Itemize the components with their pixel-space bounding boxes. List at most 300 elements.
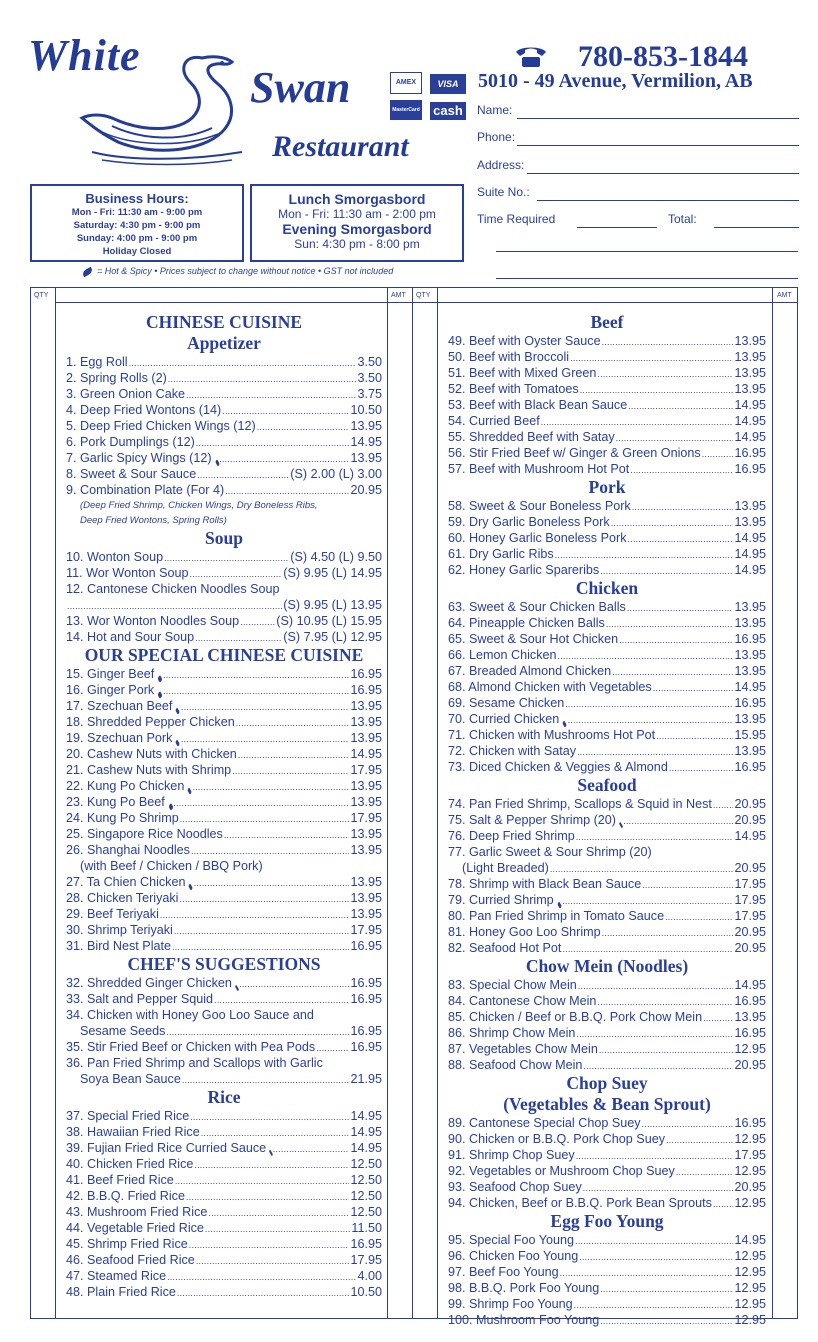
brand-white: White xyxy=(28,31,141,80)
amt-header: AMT xyxy=(391,292,406,299)
menu-item-name: 81. Honey Goo Loo Shrimp xyxy=(448,925,601,939)
menu-item-name: 7. Garlic Spicy Wings (12) xyxy=(66,451,212,465)
suite-field[interactable] xyxy=(477,185,799,203)
menu-item-price: 20.95 xyxy=(350,483,382,497)
menu-item xyxy=(448,1312,766,1328)
menu-item-price: 20.95 xyxy=(734,1058,766,1072)
menu-item xyxy=(448,1041,766,1057)
dot-leader xyxy=(194,1156,349,1172)
menu-item xyxy=(66,698,382,714)
menu-item-name: 13. Wor Wonton Noodles Soup xyxy=(66,614,240,628)
menu-item xyxy=(66,466,382,482)
menu-item-name: 79. Curried Shrimp xyxy=(448,893,554,907)
dot-leader xyxy=(568,711,734,727)
dot-leader xyxy=(190,565,283,581)
menu-item xyxy=(66,906,382,922)
menu-item-name: 93. Seafood Chop Suey xyxy=(448,1180,582,1194)
section-heading: Chop Suey xyxy=(566,1073,648,1093)
menu-item-name: 37. Special Fried Rice xyxy=(66,1109,190,1123)
menu-item-name: 44. Vegetable Fried Rice xyxy=(66,1221,204,1235)
menu-item xyxy=(448,1179,766,1195)
menu-item-name: 35. Stir Fried Beef or Chicken with Pea Pods xyxy=(66,1040,316,1054)
menu-item xyxy=(448,1057,766,1073)
menu-item-name: 15. Ginger Beef xyxy=(66,667,155,681)
form-divider xyxy=(496,251,798,252)
dot-leader xyxy=(575,1232,733,1248)
menu-item xyxy=(448,1163,766,1179)
menu-item xyxy=(66,1172,382,1188)
dot-leader xyxy=(577,743,733,759)
menu-item-name: 41. Beef Fried Rice xyxy=(66,1173,174,1187)
menu-item-name: 21. Cashew Nuts with Shrimp xyxy=(66,763,232,777)
suite-label: Suite No.: xyxy=(477,185,530,199)
menu-item-price: 13.95 xyxy=(350,827,382,841)
dot-leader xyxy=(616,429,734,445)
menu-item-price: 14.95 xyxy=(734,978,766,992)
hours-line: Holiday Closed xyxy=(102,246,172,257)
dot-leader xyxy=(222,402,349,418)
dot-leader xyxy=(713,1195,734,1211)
menu-item-price: 11.50 xyxy=(351,1221,382,1235)
menu-item xyxy=(448,1195,766,1211)
menu-item xyxy=(66,1188,382,1204)
dot-leader xyxy=(541,413,734,429)
dot-leader xyxy=(628,530,734,546)
swan-logo-icon xyxy=(72,48,252,168)
menu-item-name: 100. Mushroom Foo Young xyxy=(448,1313,600,1327)
dot-leader xyxy=(656,727,733,743)
dot-leader xyxy=(666,1131,733,1147)
menu-item-price: 17.95 xyxy=(734,893,766,907)
menu-item-name: 63. Sweet & Sour Chicken Balls xyxy=(448,600,626,614)
dot-leader xyxy=(627,599,734,615)
menu-item-name: 46. Seafood Fried Rice xyxy=(66,1253,195,1267)
menu-item-price: 16.95 xyxy=(350,976,382,990)
dot-leader xyxy=(619,631,733,647)
dot-leader xyxy=(257,418,350,434)
menu-item xyxy=(448,743,766,759)
menu-item-name: 4. Deep Fried Wontons (14) xyxy=(66,403,222,417)
dot-leader xyxy=(172,938,349,954)
section-heading: Pork xyxy=(588,477,626,497)
menu-item-price: 16.95 xyxy=(734,632,766,646)
menu-item-price: 14.95 xyxy=(350,435,382,449)
menu-item xyxy=(66,450,382,466)
dot-leader xyxy=(583,1057,733,1073)
dot-leader xyxy=(160,906,350,922)
dot-leader xyxy=(179,890,349,906)
menu-item-price: 13.95 xyxy=(734,1010,766,1024)
dot-leader xyxy=(236,714,350,730)
section-heading: Beef xyxy=(590,312,624,332)
menu-item-name: 58. Sweet & Sour Boneless Pork xyxy=(448,499,631,513)
dot-leader xyxy=(201,1124,350,1140)
menu-item-price: 14.95 xyxy=(734,1233,766,1247)
menu-item-name: 50. Beef with Broccoli xyxy=(448,350,570,364)
phone-icon xyxy=(514,44,548,68)
menu-item-name: 26. Shanghai Noodles xyxy=(66,843,190,857)
menu-item xyxy=(66,402,382,418)
menu-item-name: 62. Honey Garlic Spareribs xyxy=(448,563,600,577)
menu-item-name: 98. B.B.Q. Pork Foo Young xyxy=(448,1281,600,1295)
menu-item-name: 70. Curried Chicken xyxy=(448,712,560,726)
dot-leader xyxy=(225,482,349,498)
address-label: Address: xyxy=(477,158,525,172)
menu-item-name: Sesame Seeds xyxy=(80,1024,166,1038)
dot-leader xyxy=(129,354,357,370)
menu-item xyxy=(448,530,766,546)
menu-item-text: 77. Garlic Sweet & Sour Shrimp (20) xyxy=(448,845,652,859)
menu-item-name: 49. Beef with Oyster Sauce xyxy=(448,334,601,348)
menu-item-price: 20.95 xyxy=(734,941,766,955)
menu-item-name: 23. Kung Po Beef xyxy=(66,795,165,809)
menu-item xyxy=(66,842,382,858)
menu-item-name: 16. Ginger Pork xyxy=(66,683,155,697)
menu-item-name: 72. Chicken with Satay xyxy=(448,744,577,758)
menu-item-price: 13.95 xyxy=(734,744,766,758)
menu-item xyxy=(448,498,766,514)
name-field[interactable] xyxy=(477,103,799,121)
menu-item-price: 4.00 xyxy=(357,1269,382,1283)
mastercard-icon: MasterCard xyxy=(390,100,422,120)
dot-leader xyxy=(676,1163,734,1179)
dot-leader xyxy=(67,597,282,613)
menu-item xyxy=(66,482,382,498)
hot-spicy-icon xyxy=(81,266,94,277)
menu-item xyxy=(66,565,382,581)
menu-item xyxy=(66,1108,382,1124)
dot-leader xyxy=(623,812,733,828)
menu-item-name: 76. Deep Fried Shrimp xyxy=(448,829,575,843)
menu-item-name: 31. Bird Nest Plate xyxy=(66,939,171,953)
menu-item-name: 11. Wor Wonton Soup xyxy=(66,566,189,580)
menu-item-price: 16.95 xyxy=(350,992,382,1006)
menu-item-name: 38. Hawaiian Fried Rice xyxy=(66,1125,200,1139)
dot-leader xyxy=(240,613,275,629)
menu-item-name: 91. Shrimp Chop Suey xyxy=(448,1148,575,1162)
menu-item-name: 92. Vegetables or Mushroom Chop Suey xyxy=(448,1164,675,1178)
menu-item-name: 84. Cantonese Chow Mein xyxy=(448,994,597,1008)
menu-item-price: 13.95 xyxy=(734,499,766,513)
menu-item xyxy=(448,812,766,828)
dot-leader xyxy=(580,381,734,397)
menu-item-name: 2. Spring Rolls (2) xyxy=(66,371,167,385)
menu-item-price: 13.95 xyxy=(350,451,382,465)
dot-leader xyxy=(190,1108,349,1124)
address-field[interactable] xyxy=(477,158,799,176)
hours-title: Business Hours: xyxy=(85,191,189,206)
dot-leader xyxy=(600,1280,733,1296)
menu-item-price: 17.95 xyxy=(350,1253,382,1267)
menu-item xyxy=(448,445,766,461)
qty-header: QTY xyxy=(416,292,431,299)
dot-leader xyxy=(316,1039,349,1055)
smorgasbord-box xyxy=(250,184,464,262)
dot-leader xyxy=(214,991,349,1007)
menu-item-name: 88. Seafood Chow Mein xyxy=(448,1058,583,1072)
menu-item xyxy=(66,890,382,906)
dot-leader xyxy=(181,698,350,714)
menu-item-name: 20. Cashew Nuts with Chicken xyxy=(66,747,237,761)
menu-item xyxy=(448,599,766,615)
dot-leader xyxy=(177,1284,350,1300)
menu-item-name: 78. Shrimp with Black Bean Sauce xyxy=(448,877,642,891)
menu-item xyxy=(66,1268,382,1284)
dot-leader xyxy=(195,629,282,645)
menu-item-price: 13.95 xyxy=(350,699,382,713)
section-heading: Chicken xyxy=(575,578,639,598)
dot-leader xyxy=(196,1252,350,1268)
evening-title: Evening Smorgasbord xyxy=(282,221,432,237)
menu-item-name: 53. Beef with Black Bean Sauce xyxy=(448,398,628,412)
menu-item-price: 17.95 xyxy=(350,763,382,777)
dot-leader xyxy=(168,370,357,386)
menu-item-text: (with Beef / Chicken / BBQ Pork) xyxy=(80,859,263,873)
menu-item-name: 68. Almond Chicken with Vegetables xyxy=(448,680,652,694)
menu-item-text: 36. Pan Fried Shrimp and Scallops with Garlic xyxy=(66,1056,323,1070)
menu-item-price: 14.95 xyxy=(734,414,766,428)
dot-leader xyxy=(194,874,350,890)
menu-item-name: 52. Beef with Tomatoes xyxy=(448,382,579,396)
evening-time: Sun: 4:30 pm - 8:00 pm xyxy=(294,237,420,251)
menu-item-price: 14.95 xyxy=(350,1141,382,1155)
hours-line: Saturday: 4:30 pm - 9:00 pm xyxy=(73,220,201,231)
phone-label: Phone: xyxy=(477,130,516,144)
left-menu-column xyxy=(66,312,382,1300)
total-field[interactable] xyxy=(668,212,799,230)
menu-item-price: 13.95 xyxy=(734,366,766,380)
lunch-title: Lunch Smorgasbord xyxy=(288,191,426,207)
menu-item-price: 13.95 xyxy=(734,350,766,364)
menu-item-name: 55. Shredded Beef with Satay xyxy=(448,430,615,444)
menu-item-price: 17.95 xyxy=(734,1148,766,1162)
menu-item-name: (Light Breaded) xyxy=(462,861,549,875)
menu-item xyxy=(66,778,382,794)
menu-item-price: 10.50 xyxy=(350,403,382,417)
menu-item-name: 17. Szechuan Beef xyxy=(66,699,173,713)
menu-item-price: 12.50 xyxy=(350,1189,382,1203)
menu-item xyxy=(448,860,766,876)
dot-leader xyxy=(669,759,734,775)
dot-leader xyxy=(576,1025,733,1041)
business-hours-box xyxy=(30,184,244,262)
dot-leader xyxy=(193,778,350,794)
menu-item xyxy=(448,1296,766,1312)
dot-leader xyxy=(555,546,734,562)
dot-leader xyxy=(612,663,733,679)
menu-item xyxy=(66,386,382,402)
menu-item-price: 13.95 xyxy=(350,779,382,793)
menu-item xyxy=(448,429,766,445)
menu-item-name: 14. Hot and Sour Soup xyxy=(66,630,195,644)
menu-item-price: 16.95 xyxy=(734,696,766,710)
menu-item xyxy=(448,1147,766,1163)
menu-item-price: 13.95 xyxy=(350,715,382,729)
menu-item-name: 65. Sweet & Sour Hot Chicken xyxy=(448,632,619,646)
dot-leader xyxy=(600,1312,733,1328)
section-heading: (Vegetables & Bean Sprout) xyxy=(503,1094,711,1114)
footnote xyxy=(78,266,393,276)
dot-leader xyxy=(600,562,733,578)
menu-item-price: 20.95 xyxy=(734,861,766,875)
menu-item-price: 14.95 xyxy=(734,531,766,545)
dot-leader xyxy=(163,666,349,682)
menu-item xyxy=(448,1232,766,1248)
menu-item xyxy=(448,381,766,397)
dot-leader xyxy=(576,1147,734,1163)
menu-item xyxy=(66,1204,382,1220)
menu-item-price: 12.95 xyxy=(734,1313,766,1327)
menu-item-price: 20.95 xyxy=(734,1180,766,1194)
menu-item xyxy=(66,991,382,1007)
menu-item-name: 67. Breaded Almond Chicken xyxy=(448,664,612,678)
menu-item xyxy=(66,1252,382,1268)
dot-leader xyxy=(205,1220,350,1236)
menu-item-name: Soya Bean Sauce xyxy=(80,1072,181,1086)
menu-item-name: 25. Singapore Rice Noodles xyxy=(66,827,223,841)
menu-item-price: 14.95 xyxy=(350,1109,382,1123)
menu-item-price: 12.95 xyxy=(734,1249,766,1263)
menu-item-price: 20.95 xyxy=(734,797,766,811)
dot-leader xyxy=(574,1296,734,1312)
menu-item xyxy=(66,1284,382,1300)
menu-item-name: 69. Sesame Chicken xyxy=(448,696,565,710)
menu-item-price: 13.95 xyxy=(350,891,382,905)
menu-item-name: 51. Beef with Mixed Green xyxy=(448,366,597,380)
dot-leader xyxy=(628,397,733,413)
menu-item-price: 12.95 xyxy=(734,1281,766,1295)
menu-item-price: (S) 9.95 (L) 14.95 xyxy=(283,566,382,580)
menu-item-price: 3.50 xyxy=(357,371,382,385)
menu-item xyxy=(448,892,766,908)
menu-item xyxy=(66,730,382,746)
menu-item xyxy=(448,977,766,993)
section-heading: Egg Foo Young xyxy=(550,1211,664,1231)
menu-item xyxy=(448,940,766,956)
menu-item-name: 90. Chicken or B.B.Q. Pork Chop Suey xyxy=(448,1132,665,1146)
menu-item xyxy=(66,874,382,890)
menu-item-price: 12.95 xyxy=(734,1164,766,1178)
menu-item-name: 60. Honey Garlic Boneless Pork xyxy=(448,531,627,545)
menu-item xyxy=(448,615,766,631)
menu-item-name: 19. Szechuan Pork xyxy=(66,731,173,745)
menu-item-name: 18. Shredded Pepper Chicken xyxy=(66,715,235,729)
dot-leader xyxy=(597,993,733,1009)
item-description: Deep Fried Wontons, Spring Rolls) xyxy=(80,515,227,526)
menu-item-price: 13.95 xyxy=(734,600,766,614)
menu-item xyxy=(448,397,766,413)
dot-leader xyxy=(562,940,733,956)
dot-leader xyxy=(550,860,734,876)
footnote-text: = Hot & Spicy • Prices subject to change without notice • GST not included xyxy=(97,266,394,276)
menu-item xyxy=(66,354,382,370)
menu-item-price: (S) 9.95 (L) 13.95 xyxy=(283,598,382,612)
menu-item-name: 24. Kung Po Shrimp xyxy=(66,811,179,825)
menu-item-name: 39. Fujian Fried Rice Curried Sauce xyxy=(66,1141,267,1155)
menu-item-price: 14.95 xyxy=(350,1125,382,1139)
right-menu-column xyxy=(448,312,766,1328)
menu-item-price: 17.95 xyxy=(350,811,382,825)
menu-item xyxy=(66,434,382,450)
menu-item xyxy=(448,631,766,647)
menu-item-price: 13.95 xyxy=(350,907,382,921)
menu-item-name: 3. Green Onion Cake xyxy=(66,387,186,401)
menu-item xyxy=(66,666,382,682)
menu-item xyxy=(66,762,382,778)
dot-leader xyxy=(181,730,350,746)
dot-leader xyxy=(611,514,734,530)
menu-item-name: 47. Steamed Rice xyxy=(66,1269,167,1283)
menu-item-name: 29. Beef Teriyaki xyxy=(66,907,159,921)
dot-leader xyxy=(597,365,733,381)
dot-leader xyxy=(239,975,349,991)
menu-item-name: 89. Cantonese Special Chop Suey xyxy=(448,1116,641,1130)
section-heading: CHINESE CUISINE xyxy=(145,312,303,332)
dot-leader xyxy=(642,1115,734,1131)
menu-item-name: 43. Mushroom Fried Rice xyxy=(66,1205,208,1219)
restaurant-address: 5010 - 49 Avenue, Vermilion, AB xyxy=(478,70,753,92)
menu-item-price: 12.95 xyxy=(734,1132,766,1146)
dot-leader xyxy=(713,796,734,812)
menu-item-name: 94. Chicken, Beef or B.B.Q. Pork Bean Sprouts xyxy=(448,1196,712,1210)
menu-item xyxy=(66,922,382,938)
menu-item-text: 34. Chicken with Honey Goo Loo Sauce and xyxy=(66,1008,314,1022)
menu-item-price: 14.95 xyxy=(734,398,766,412)
menu-item-price: 16.95 xyxy=(734,760,766,774)
dot-leader xyxy=(558,647,734,663)
menu-item-name: 96. Chicken Foo Young xyxy=(448,1249,579,1263)
menu-item-name: 56. Stir Fried Beef w/ Ginger & Green Onions xyxy=(448,446,701,460)
menu-item-price: 13.95 xyxy=(734,382,766,396)
menu-item-price: 12.95 xyxy=(734,1196,766,1210)
menu-item-price: 16.95 xyxy=(734,462,766,476)
menu-item xyxy=(66,746,382,762)
menu-item-name: 32. Shredded Ginger Chicken xyxy=(66,976,232,990)
menu-item xyxy=(448,1131,766,1147)
phone-number: 780-853-1844 xyxy=(578,40,748,73)
menu-item-name: 57. Beef with Mushroom Hot Pot xyxy=(448,462,630,476)
menu-item xyxy=(448,924,766,940)
menu-item-price: 14.95 xyxy=(734,829,766,843)
menu-item-price: 13.95 xyxy=(350,419,382,433)
menu-item-price: 14.95 xyxy=(734,430,766,444)
menu-item xyxy=(448,828,766,844)
menu-item xyxy=(448,647,766,663)
visa-card-icon: VISA xyxy=(430,74,466,94)
menu-item xyxy=(66,938,382,954)
menu-item xyxy=(66,682,382,698)
dot-leader xyxy=(583,1179,734,1195)
cash-icon: cash xyxy=(430,102,466,120)
menu-item-price: 14.95 xyxy=(350,747,382,761)
dot-leader xyxy=(186,1188,350,1204)
menu-item xyxy=(448,562,766,578)
phone-field[interactable] xyxy=(477,130,799,148)
menu-item xyxy=(66,418,382,434)
menu-item-price: 16.95 xyxy=(734,1026,766,1040)
menu-item-price: 16.95 xyxy=(734,446,766,460)
menu-item-name: 82. Seafood Hot Pot xyxy=(448,941,562,955)
menu-item-price: 15.95 xyxy=(734,728,766,742)
dot-leader xyxy=(232,762,349,778)
menu-item xyxy=(66,1220,382,1236)
dot-leader xyxy=(182,1071,350,1087)
menu-item-name: 27. Ta Chien Chicken xyxy=(66,875,186,889)
dot-leader xyxy=(560,1264,734,1280)
dot-leader xyxy=(565,695,733,711)
dot-leader xyxy=(570,349,733,365)
dot-leader xyxy=(579,1248,733,1264)
